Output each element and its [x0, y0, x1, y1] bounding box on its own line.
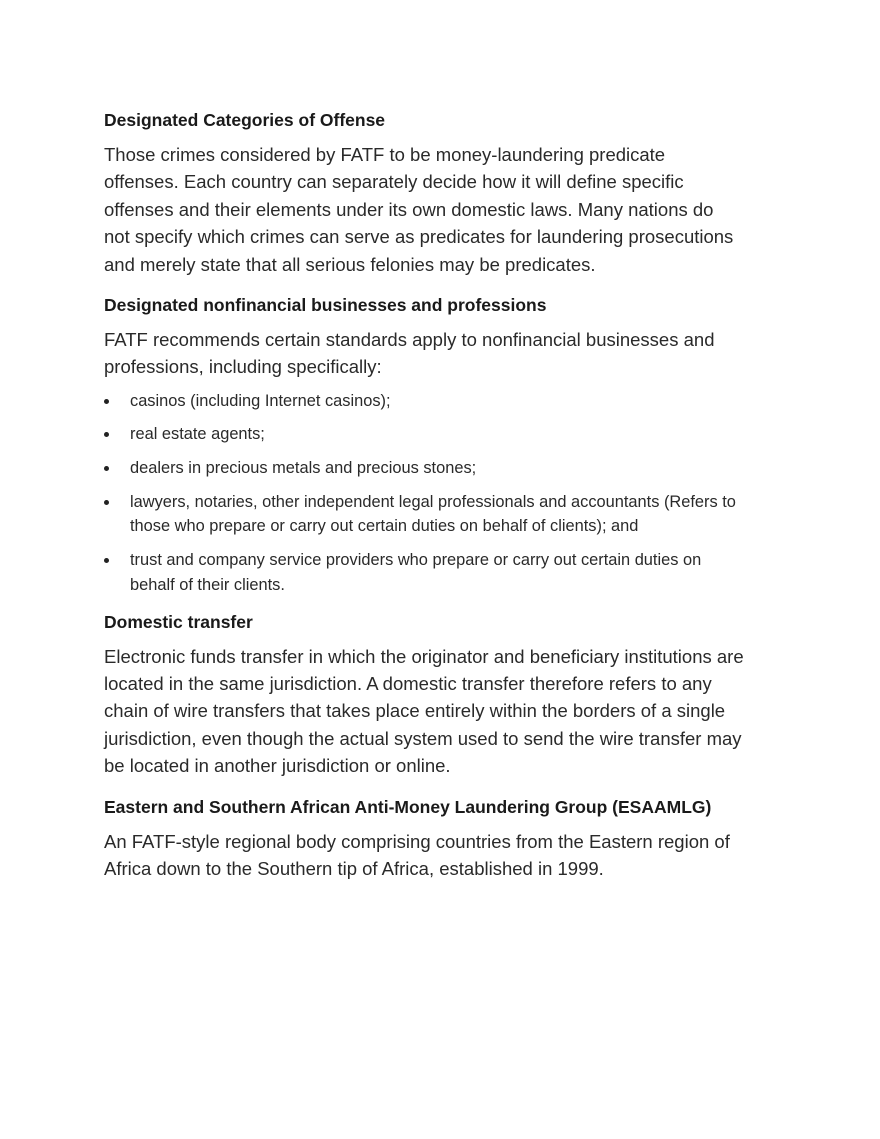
list-item: [104, 389, 744, 414]
bullet-icon: [104, 432, 109, 437]
entry-term: Designated nonfinancial businesses and professions: [104, 295, 547, 316]
list-item: [104, 456, 744, 481]
glossary-entry-dnfbp: [104, 293, 744, 598]
entry-definition: FATF recommends certain standards apply to nonfinancial businesses and professions, including specifically:: [104, 329, 715, 378]
list-item: [104, 422, 744, 447]
entry-term: Designated Categories of Offense: [104, 110, 386, 130]
list-item-text: casinos (including Internet casinos);: [130, 391, 391, 410]
list-item-text: trust and company service providers who prepare or carry out certain duties on behalf of their clients.: [130, 551, 702, 594]
list-item-text: dealers in precious metals and precious stones;: [130, 459, 477, 478]
bullet-icon: [104, 399, 109, 404]
list-item-text: lawyers, notaries, other independent legal professionals and accountants (Refers to those who prepare or carry out certain duties on behalf of clients); and: [130, 492, 736, 536]
bullet-icon: [104, 466, 109, 471]
glossary-entry-esaamlg: [104, 795, 744, 883]
entry-term: Domestic transfer: [104, 611, 253, 632]
list-item: [104, 548, 744, 598]
bullet-icon: [104, 500, 109, 505]
glossary-entry-domestic-transfer: [104, 610, 744, 780]
entry-definition: An FATF-style regional body comprising countries from the Eastern region of Africa down to the Southern tip of Africa, established in 1999.: [104, 830, 730, 880]
entry-definition: Those crimes considered by FATF to be money-laundering predicate offenses. Each country can separately decide how it will define specific offenses and their elements under its own domestic laws. Many nations do not specify which crimes can serve as predicates for laundering prosecutions and merely state that all serious felonies may be predicates.: [104, 144, 734, 275]
glossary-entry-designated-categories: [104, 108, 744, 278]
profession-list: [104, 389, 744, 598]
list-item: [104, 490, 744, 540]
entry-definition: Electronic funds transfer in which the originator and beneficiary institutions are located in the same jurisdiction. A domestic transfer therefore refers to any chain of wire transfers that takes place entirely within the borders of a single jurisdiction, even though the actual system used to send the wire transfer may be located in another jurisdiction or online.: [104, 645, 744, 777]
bullet-icon: [104, 558, 109, 563]
glossary-page: [104, 108, 744, 897]
entry-term: Eastern and Southern African Anti-Money Laundering Group (ESAAMLG): [104, 796, 712, 817]
list-item-text: real estate agents;: [130, 425, 265, 444]
